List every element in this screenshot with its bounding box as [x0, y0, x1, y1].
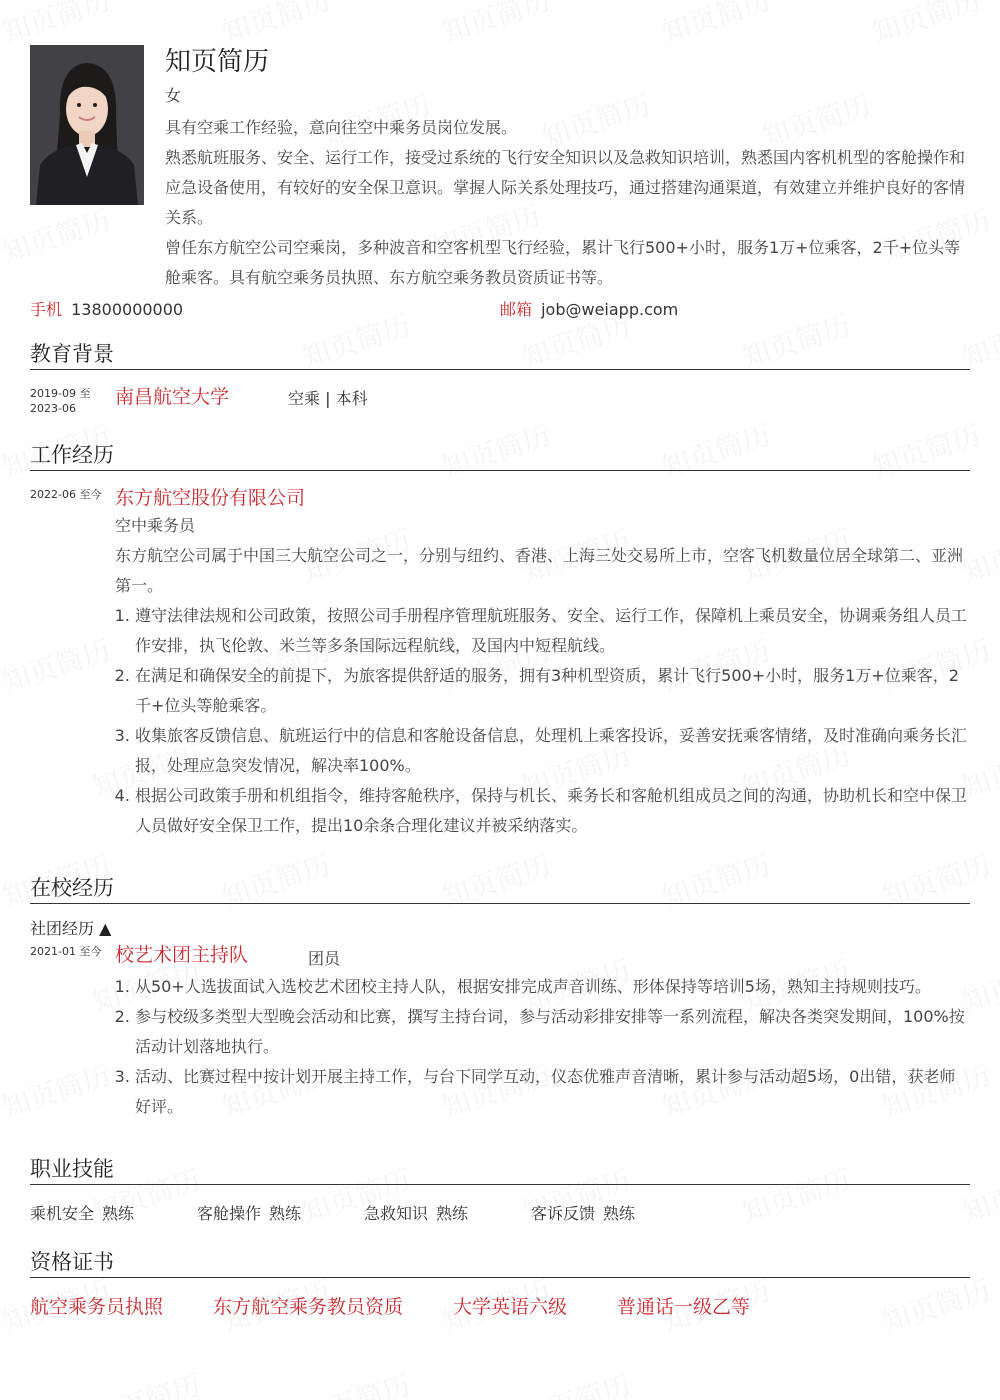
watermark-text [87, 1364, 206, 1400]
candidate-gender: 女 [165, 86, 182, 105]
profile-photo [30, 45, 144, 205]
email-label: 邮箱 [500, 300, 533, 319]
work-duty-item: 4. 根据公司政策手册和机组指令，维持客舱秩序，保持与机长、乘务长和客舱机组成员之间的沟通，协助机长和空中保卫人员做好安全保卫工作，提出10余条合理化建议并被采纳落实。 [135, 781, 970, 841]
resume-page [30, 45, 970, 1322]
skills-list [30, 1199, 970, 1229]
education-date: 2019-09 至 2023-06 [30, 387, 91, 415]
watermark-text [517, 1364, 636, 1400]
work-section-title: 工作经历 [30, 430, 970, 471]
watermark-text [297, 1364, 416, 1400]
education-body [115, 384, 970, 410]
skill-item [531, 1199, 698, 1229]
skill-name: 乘机安全 [30, 1204, 95, 1223]
campus-activity-item: 2. 参与校级多类型大型晚会活动和比赛，撰写主持台词，参与活动彩排安排等一系列流程，解决各类突发期间，100%按活动计划落地执行。 [135, 1002, 970, 1062]
campus-section-title: 在校经历 [30, 863, 970, 904]
work-date: 2022-06 至今 [30, 488, 102, 501]
work-duty-item: 3. 收集旅客反馈信息、航班运行中的信息和客舱设备信息，处理机上乘客投诉，妥善安抚乘客情绪，及时准确向乘务长汇报，处理应急突发情况，解决率100%。 [135, 721, 970, 781]
email-value[interactable]: job@weiapp.com [541, 300, 679, 319]
company-description: 东方航空公司属于中国三大航空公司之一，分别与纽约、香港、上海三处交易所上市，空客飞机数量位居全球第二、亚洲第一。 [115, 546, 964, 595]
portrait-illustration [30, 45, 144, 205]
skills-section-title: 职业技能 [30, 1144, 970, 1185]
campus-org-row [115, 942, 970, 972]
candidate-name: 知页简历 [165, 47, 270, 77]
work-duties-list [115, 601, 970, 841]
cert-item: 东方航空乘务教员资质 [213, 1296, 404, 1318]
summary-line: 具有空乘工作经验，意向往空中乘务员岗位发展。 [165, 118, 518, 137]
skill-item [197, 1199, 364, 1229]
work-body [115, 485, 970, 841]
skill-level: 熟练 [102, 1204, 135, 1223]
email-contact [500, 295, 678, 325]
campus-activity-item: 1. 从50+人选拔面试入选校艺术团校主持人队，根据安排完成声音训练、形体保持等培训5场，熟知主持规则技巧。 [135, 972, 970, 1002]
club-role: 团员 [308, 949, 341, 968]
cert-item: 普通话一级乙等 [617, 1296, 751, 1318]
phone-label: 手机 [30, 300, 63, 319]
skill-item [30, 1199, 197, 1229]
job-position: 空中乘务员 [115, 516, 196, 535]
watermark-text [867, 0, 986, 51]
phone-contact [30, 295, 183, 325]
watermark-text [0, 0, 115, 51]
profile-header [30, 45, 970, 295]
profile-info [165, 45, 965, 293]
school-name: 南昌航空大学 [115, 386, 230, 408]
skill-name: 客诉反馈 [531, 1204, 596, 1223]
cert-item: 大学英语六级 [453, 1296, 568, 1318]
company-name: 东方航空股份有限公司 [115, 487, 306, 509]
skill-level: 熟练 [603, 1204, 636, 1223]
work-entry [30, 485, 970, 841]
watermark-text [437, 0, 556, 51]
campus-subtitle[interactable]: 社团经历 ▲ [30, 919, 112, 938]
education-section-title: 教育背景 [30, 329, 970, 370]
skill-name: 急救知识 [364, 1204, 429, 1223]
phone-value[interactable]: 13800000000 [71, 300, 184, 319]
cert-item: 航空乘务员执照 [30, 1296, 164, 1318]
certs-list [30, 1292, 970, 1322]
summary-paragraph: 曾任东方航空公司空乘岗，多种波音和空客机型飞行经验，累计飞行500+小时，服务1万+位乘客，2千+位头等舱乘客。具有航空乘务员执照、东方航空乘务教员资质证书等。 [165, 238, 961, 287]
major-degree: 空乘 | 本科 [288, 389, 368, 408]
certs-section-title: 资格证书 [30, 1237, 970, 1278]
campus-date: 2021-01 至今 [30, 945, 102, 958]
skill-level: 熟练 [269, 1204, 302, 1223]
summary-paragraph: 熟悉航班服务、安全、运行工作，接受过系统的飞行安全知识以及急救知识培训，熟悉国内客机机型的客舱操作和应急设备使用，有较好的安全保卫意识。掌握人际关系处理技巧，通过搭建沟通渠道，有效建立并维护良好的客情关系。 [165, 148, 966, 227]
club-name: 校艺术团主持队 [115, 944, 249, 966]
work-duty-item: 1. 遵守法律法规和公司政策，按照公司手册程序管理航班服务、安全、运行工作，保障机上乘员安全，协调乘务组人员工作安排，执飞伦敦、米兰等多条国际远程航线，及国内中短程航线。 [135, 601, 970, 661]
work-duty-item: 2. 在满足和确保安全的前提下，为旅客提供舒适的服务，拥有3种机型资质，累计飞行500+小时，服务1万+位乘客，2千+位头等舱乘客。 [135, 661, 970, 721]
watermark-text [657, 0, 776, 51]
campus-activity-item: 3. 活动、比赛过程中按计划开展主持工作，与台下同学互动，仪态优雅声音清晰，累计参与活动超5场，0出错，获老师好评。 [135, 1062, 970, 1122]
skill-item [364, 1199, 531, 1229]
campus-activities-list [115, 972, 970, 1122]
skill-level: 熟练 [436, 1204, 469, 1223]
skill-name: 客舱操作 [197, 1204, 262, 1223]
campus-entry [30, 942, 970, 1122]
watermark-text [217, 0, 336, 51]
campus-body [115, 942, 970, 1122]
contact-row [30, 295, 970, 325]
education-entry [30, 384, 970, 430]
